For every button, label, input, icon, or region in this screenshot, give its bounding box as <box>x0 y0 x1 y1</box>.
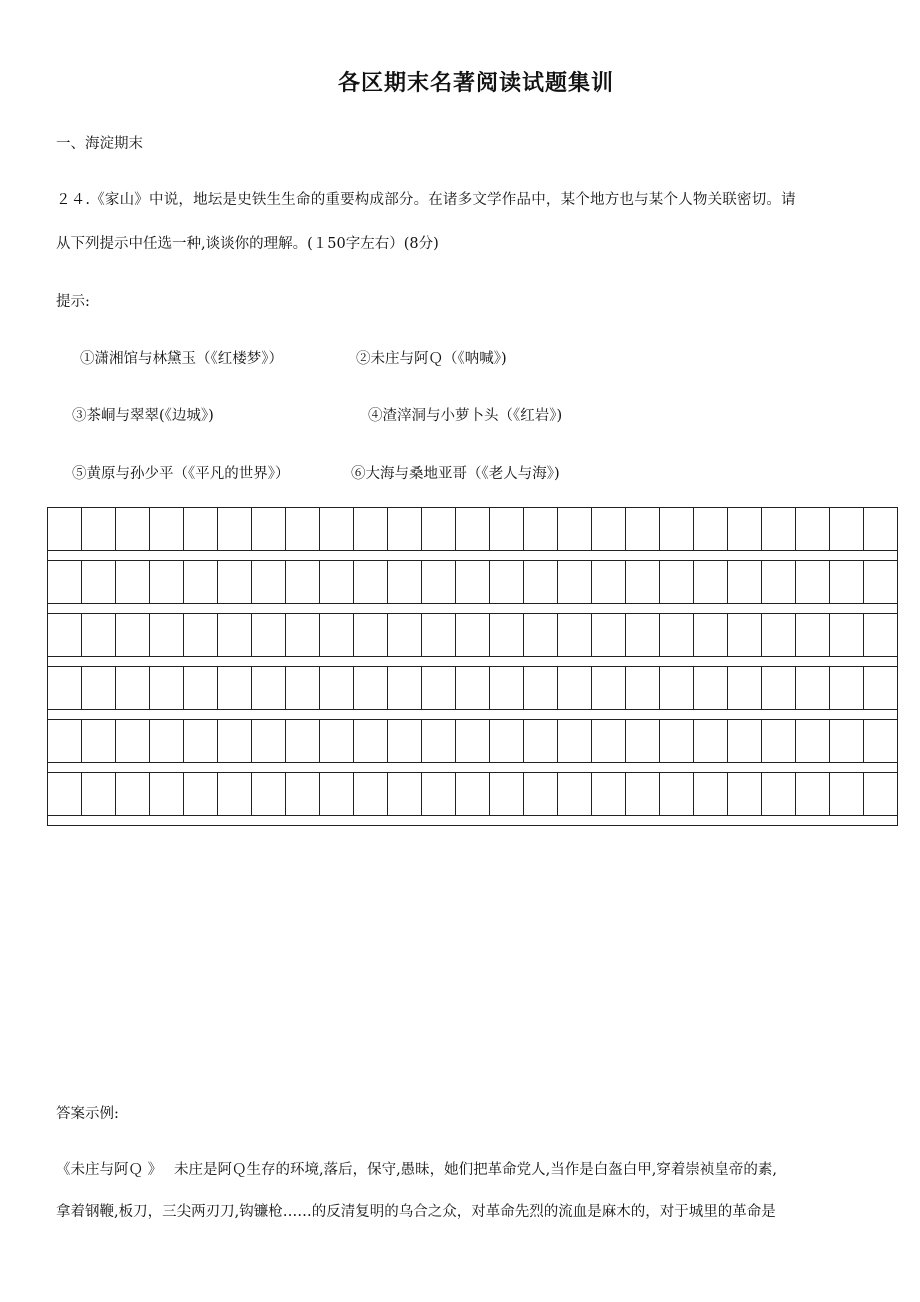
grid-cell <box>490 561 524 604</box>
grid-cell <box>558 773 592 816</box>
grid-cell <box>490 614 524 657</box>
grid-cell <box>150 614 184 657</box>
grid-cell <box>796 773 830 816</box>
grid-cell <box>762 667 796 710</box>
grid-cell <box>626 667 660 710</box>
grid-cell <box>660 614 694 657</box>
grid-cell <box>524 667 558 710</box>
grid-cell <box>320 667 354 710</box>
grid-cell <box>320 773 354 816</box>
grid-cell <box>830 561 864 604</box>
grid-cell <box>660 773 694 816</box>
grid-cell <box>592 667 626 710</box>
grid-cell <box>762 773 796 816</box>
grid-row <box>48 614 898 657</box>
hint-label: 提示: <box>56 294 90 310</box>
hint-option-4: ④渣滓洞与小萝卜头（《红岩》) <box>368 408 563 424</box>
grid-cell <box>82 614 116 657</box>
grid-cell <box>660 720 694 763</box>
grid-cell <box>150 667 184 710</box>
grid-cell <box>660 508 694 551</box>
answer-label: 答案示例: <box>56 1106 119 1122</box>
grid-cell <box>116 667 150 710</box>
grid-cell <box>558 614 592 657</box>
grid-cell <box>388 720 422 763</box>
grid-cell <box>48 773 82 816</box>
grid-cell <box>490 667 524 710</box>
grid-cell <box>558 561 592 604</box>
hint-option-1: ①潇湘馆与林黛玉（《红楼梦》） <box>80 351 283 367</box>
grid-cell <box>116 508 150 551</box>
grid-gap-cell <box>48 763 898 773</box>
section-heading: 一、海淀期末 <box>56 136 143 152</box>
question-line-1: ２４.《家山》中说，地坛是史铁生生命的重要构成部分。在诸多文学作品中，某个地方也与某个人物关联密切。请 <box>56 192 796 208</box>
grid-cell <box>354 614 388 657</box>
grid-cell <box>592 720 626 763</box>
grid-cell <box>218 773 252 816</box>
grid-cell <box>796 720 830 763</box>
grid-cell <box>218 720 252 763</box>
grid-cell <box>558 720 592 763</box>
grid-cell <box>252 561 286 604</box>
grid-gap-cell <box>48 816 898 826</box>
grid-cell <box>184 720 218 763</box>
grid-cell <box>286 720 320 763</box>
grid-cell <box>320 614 354 657</box>
grid-row <box>48 667 898 710</box>
grid-cell <box>116 720 150 763</box>
grid-cell <box>694 508 728 551</box>
hint-option-6: ⑥大海与桑地亚哥（《老人与海》) <box>351 466 560 482</box>
grid-cell <box>762 561 796 604</box>
grid-cell <box>252 667 286 710</box>
grid-cell <box>388 667 422 710</box>
grid-cell <box>354 720 388 763</box>
grid-cell <box>422 667 456 710</box>
answer-text-line-1: 《未庄与阿Ｑ 》 未庄是阿Ｑ生存的环境,落后，保守,愚昧，她们把革命党人,当作是白盔白甲,穿着崇祯皇帝的素, <box>56 1162 778 1178</box>
grid-cell <box>864 720 898 763</box>
grid-cell <box>762 720 796 763</box>
grid-cell <box>286 614 320 657</box>
grid-cell <box>150 720 184 763</box>
grid-cell <box>286 667 320 710</box>
grid-cell <box>796 508 830 551</box>
grid-cell <box>728 508 762 551</box>
hint-option-3: ③茶峒与翠翠(《边城》) <box>72 408 214 424</box>
grid-cell <box>82 667 116 710</box>
grid-cell <box>728 667 762 710</box>
grid-cell <box>116 561 150 604</box>
grid-gap-cell <box>48 657 898 667</box>
grid-cell <box>830 667 864 710</box>
grid-cell <box>524 614 558 657</box>
grid-cell <box>150 561 184 604</box>
grid-cell <box>592 561 626 604</box>
grid-cell <box>524 561 558 604</box>
grid-cell <box>354 561 388 604</box>
grid-cell <box>592 508 626 551</box>
grid-cell <box>150 773 184 816</box>
grid-cell <box>286 773 320 816</box>
grid-cell <box>796 614 830 657</box>
grid-cell <box>456 561 490 604</box>
grid-row <box>48 720 898 763</box>
grid-cell <box>694 667 728 710</box>
grid-cell <box>184 773 218 816</box>
grid-cell <box>388 508 422 551</box>
grid-cell <box>48 667 82 710</box>
grid-cell <box>116 614 150 657</box>
grid-row-gap <box>48 551 898 561</box>
grid-cell <box>558 508 592 551</box>
grid-cell <box>354 773 388 816</box>
grid-cell <box>48 614 82 657</box>
grid-cell <box>252 773 286 816</box>
grid-cell <box>82 720 116 763</box>
grid-cell <box>626 720 660 763</box>
grid-row-gap <box>48 657 898 667</box>
grid-cell <box>558 667 592 710</box>
hint-option-5: ⑤黄原与孙少平（《平凡的世界》） <box>72 466 290 482</box>
grid-cell <box>456 667 490 710</box>
grid-cell <box>864 614 898 657</box>
grid-cell <box>48 561 82 604</box>
grid-cell <box>456 508 490 551</box>
grid-cell <box>218 614 252 657</box>
grid-cell <box>422 720 456 763</box>
grid-cell <box>48 508 82 551</box>
grid-gap-cell <box>48 604 898 614</box>
grid-cell <box>286 508 320 551</box>
grid-cell <box>48 720 82 763</box>
grid-cell <box>592 773 626 816</box>
grid-cell <box>592 614 626 657</box>
grid-cell <box>456 773 490 816</box>
grid-row-gap <box>48 604 898 614</box>
grid-cell <box>864 667 898 710</box>
grid-cell <box>830 720 864 763</box>
grid-cell <box>320 561 354 604</box>
grid-cell <box>252 614 286 657</box>
grid-cell <box>762 508 796 551</box>
grid-cell <box>796 561 830 604</box>
grid-cell <box>388 561 422 604</box>
grid-cell <box>762 614 796 657</box>
grid-row-gap <box>48 763 898 773</box>
grid-cell <box>626 561 660 604</box>
grid-gap-cell <box>48 551 898 561</box>
grid-cell <box>864 773 898 816</box>
grid-cell <box>184 667 218 710</box>
grid-cell <box>626 773 660 816</box>
grid-cell <box>660 561 694 604</box>
grid-cell <box>218 508 252 551</box>
grid-cell <box>252 720 286 763</box>
grid-cell <box>694 720 728 763</box>
grid-cell <box>354 667 388 710</box>
hint-option-2: ②未庄与阿Ｑ（《呐喊》) <box>356 351 507 367</box>
grid-cell <box>422 614 456 657</box>
grid-cell <box>184 614 218 657</box>
grid-cell <box>422 773 456 816</box>
grid-cell <box>320 720 354 763</box>
grid-cell <box>694 614 728 657</box>
grid-cell <box>388 614 422 657</box>
grid-cell <box>626 508 660 551</box>
grid-cell <box>184 508 218 551</box>
grid-cell <box>218 561 252 604</box>
grid-cell <box>830 773 864 816</box>
grid-cell <box>354 508 388 551</box>
grid-cell <box>864 561 898 604</box>
grid-cell <box>524 773 558 816</box>
grid-cell <box>490 773 524 816</box>
grid-cell <box>660 667 694 710</box>
grid-cell <box>184 561 218 604</box>
grid-cell <box>456 614 490 657</box>
grid-cell <box>524 508 558 551</box>
page-title: 各区期末名著阅读试题集训 <box>337 71 614 96</box>
grid-cell <box>728 614 762 657</box>
grid-row <box>48 773 898 816</box>
grid-cell <box>864 508 898 551</box>
grid-cell <box>150 508 184 551</box>
grid-row-gap <box>48 816 898 826</box>
grid-cell <box>626 614 660 657</box>
grid-cell <box>728 720 762 763</box>
grid-cell <box>388 773 422 816</box>
grid-cell <box>694 561 728 604</box>
grid-cell <box>694 773 728 816</box>
grid-cell <box>490 720 524 763</box>
question-line-2: 从下列提示中任选一种,谈谈你的理解。(１50字左右）(8分) <box>56 236 439 252</box>
grid-cell <box>82 773 116 816</box>
grid-cell <box>82 561 116 604</box>
answer-grid <box>47 507 898 826</box>
grid-cell <box>422 561 456 604</box>
grid-cell <box>728 773 762 816</box>
grid-cell <box>728 561 762 604</box>
grid-cell <box>320 508 354 551</box>
grid-cell <box>796 667 830 710</box>
grid-cell <box>286 561 320 604</box>
answer-text-line-2: 拿着钢鞭,板刀，三尖两刃刀,钩镰枪……的反清复明的乌合之众，对革命先烈的流血是麻木的，对于城里的革命是 <box>56 1204 776 1220</box>
grid-cell <box>218 667 252 710</box>
grid-cell <box>252 508 286 551</box>
grid-cell <box>830 508 864 551</box>
grid-cell <box>830 614 864 657</box>
grid-cell <box>490 508 524 551</box>
grid-gap-cell <box>48 710 898 720</box>
grid-cell <box>116 773 150 816</box>
grid-row-gap <box>48 710 898 720</box>
grid-cell <box>524 720 558 763</box>
grid-row <box>48 561 898 604</box>
grid-row <box>48 508 898 551</box>
grid-cell <box>82 508 116 551</box>
grid-cell <box>456 720 490 763</box>
grid-cell <box>422 508 456 551</box>
